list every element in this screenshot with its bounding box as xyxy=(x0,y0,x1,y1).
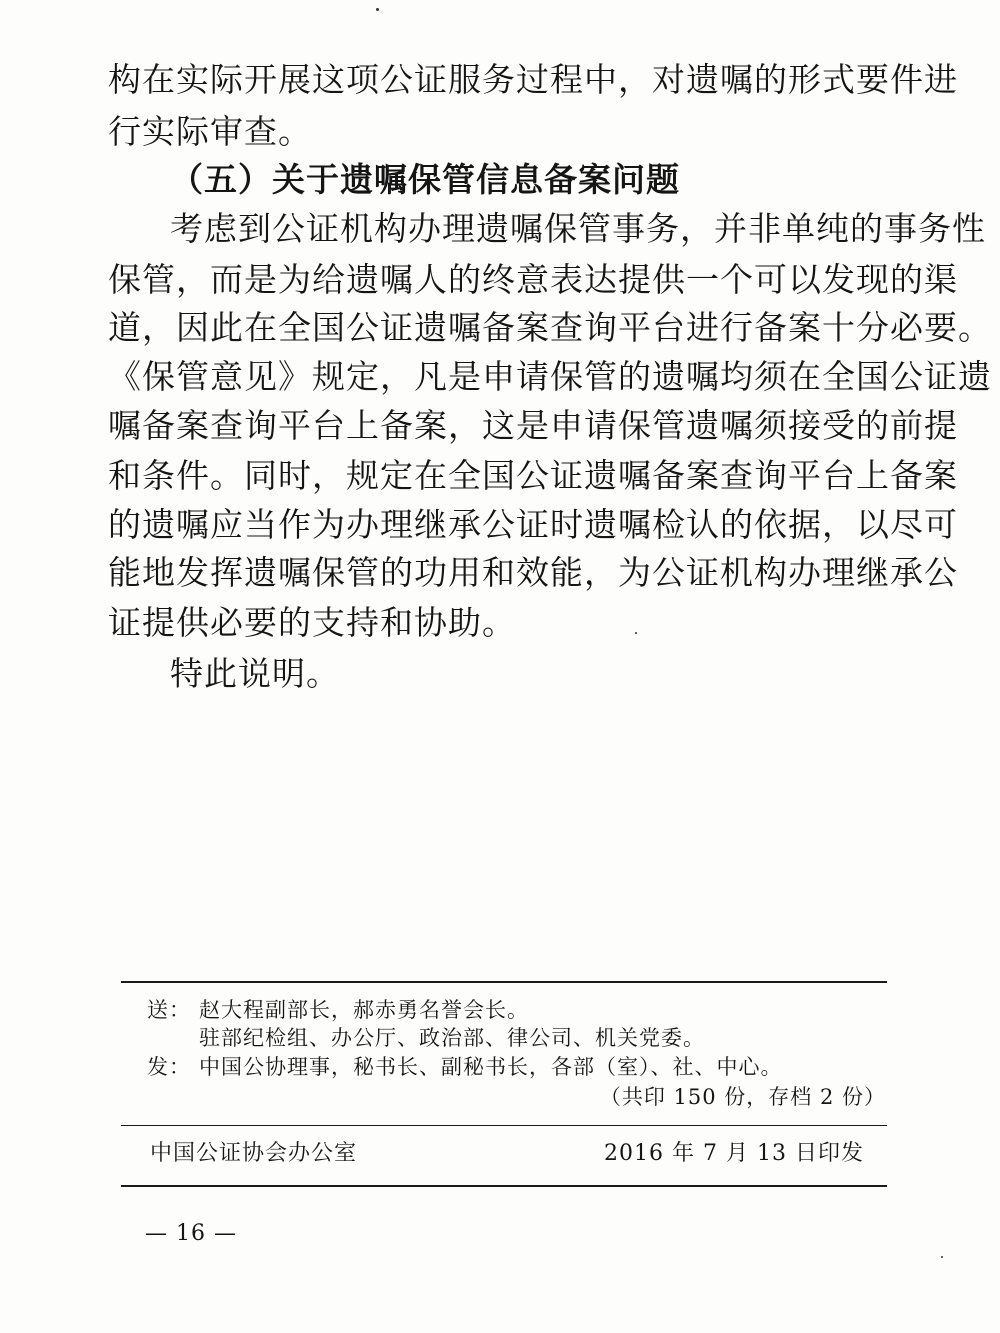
body-line-6: 《保管意见》规定，凡是申请保管的遗嘱均须在全国公证遗 xyxy=(108,357,992,396)
distribution-bottom-rule xyxy=(121,1185,887,1187)
body-line-8: 和条件。同时，规定在全国公证遗嘱备案查询平台上备案 xyxy=(108,456,958,495)
issuing-office: 中国公证协会办公室 xyxy=(150,1141,358,1166)
send-label: 送： xyxy=(147,998,191,1022)
send-recipients-line-1: 赵大程副部长，郝赤勇名誉会长。 xyxy=(199,998,529,1022)
body-line-4: 保管，而是为给遗嘱人的终意表达提供一个可以发现的渠 xyxy=(108,260,958,299)
body-line-2: 行实际审查。 xyxy=(108,112,312,151)
copies-note: （共印 150 份，存档 2 份） xyxy=(599,1085,886,1109)
body-line-3: 考虑到公证机构办理遗嘱保管事务，并非单纯的事务性 xyxy=(170,209,986,248)
issue-date: 2016 年 7 月 13 日印发 xyxy=(604,1141,864,1166)
body-line-9: 的遗嘱应当作为办理继承公证时遗嘱检认的依据，以尽可 xyxy=(108,505,958,544)
scan-speck xyxy=(941,1256,943,1258)
body-line-7: 嘱备案查询平台上备案，这是申请保管遗嘱须接受的前提 xyxy=(108,406,958,445)
scan-speck xyxy=(635,632,637,634)
issue-label: 发： xyxy=(147,1055,191,1079)
section-heading: （五）关于遗嘱保管信息备案问题 xyxy=(170,160,680,199)
body-line-5: 道，因此在全国公证遗嘱备案查询平台进行备案十分必要。 xyxy=(108,308,992,347)
distribution-middle-rule xyxy=(121,1125,887,1126)
body-line-1: 构在实际开展这项公证服务过程中，对遗嘱的形式要件进 xyxy=(108,60,958,99)
send-recipients-line-2: 驻部纪检组、办公厅、政治部、律公司、机关党委。 xyxy=(199,1026,705,1050)
body-line-11: 证提供必要的支持和协助。 xyxy=(108,603,516,642)
body-line-10: 能地发挥遗嘱保管的功用和效能，为公证机构办理继承公 xyxy=(108,553,958,592)
scan-speck xyxy=(376,8,379,11)
closing-line: 特此说明。 xyxy=(170,654,340,693)
page-number: — 16 — xyxy=(145,1221,237,1246)
issue-recipients-line: 中国公协理事，秘书长、副秘书长，各部（室）、社、中心。 xyxy=(199,1055,783,1079)
distribution-top-rule xyxy=(121,981,887,983)
